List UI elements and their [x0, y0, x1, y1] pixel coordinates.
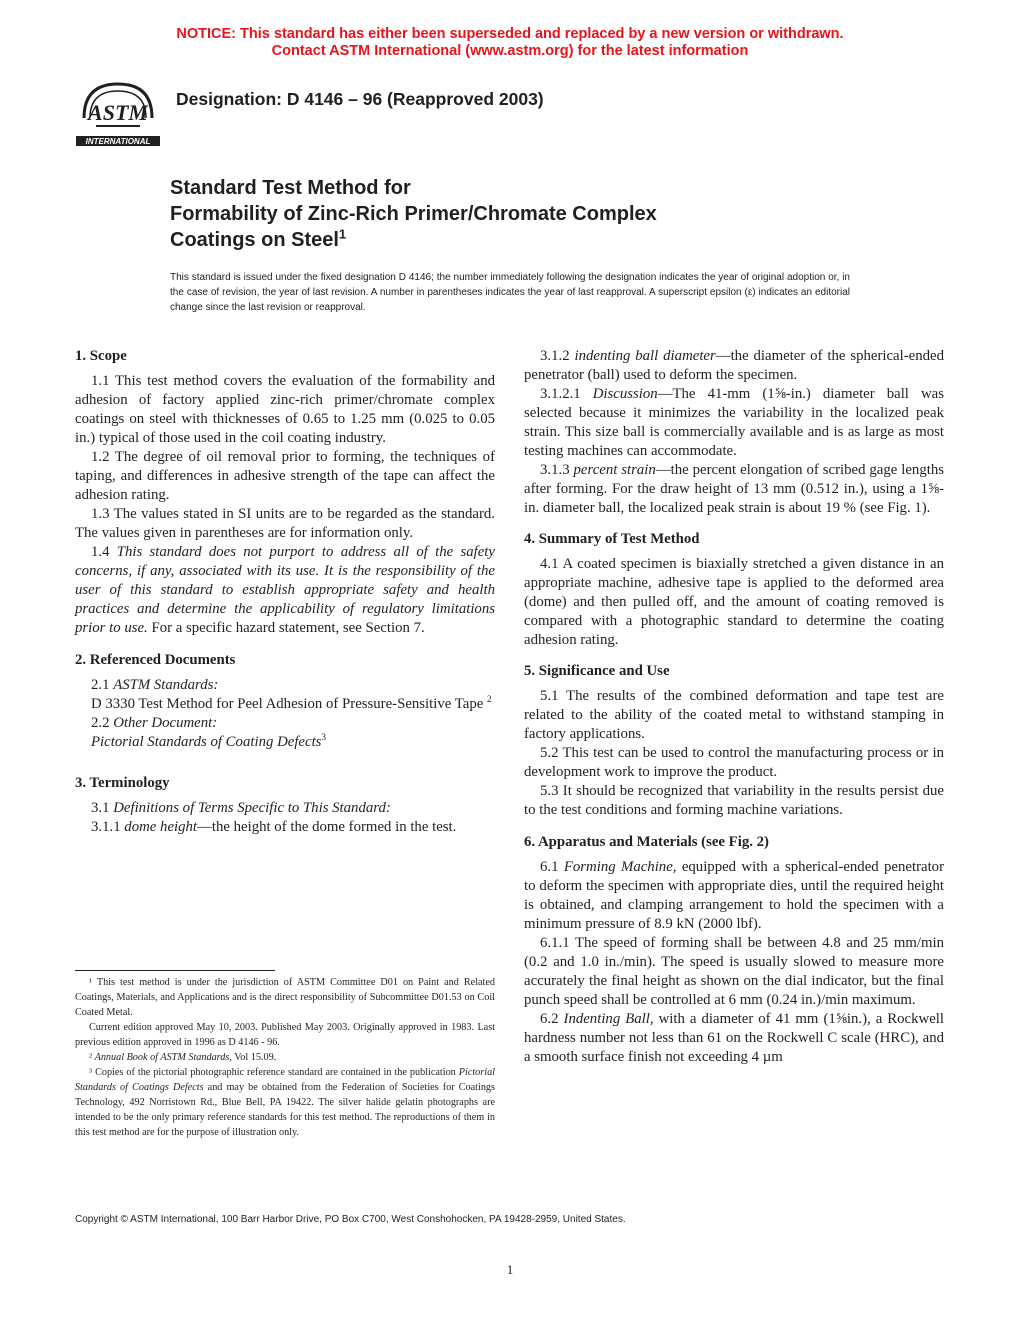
- section-6-1-term: Forming Machine: [563, 859, 673, 875]
- section-1-4-italic: This standard does not purport to address all of the safety concerns, if any, associated with its use. It is the responsibility of the user of this standard to establish appropriate safety and health practices and determine the applicability of regulatory limitations prior to use.: [75, 544, 495, 636]
- section-2-2-item: [75, 733, 495, 752]
- logo-subtext: INTERNATIONAL: [85, 137, 151, 146]
- section-5-1: 5.1 The results of the combined deformation and tape test are related to the ability of the coated metal to withstand stamping in factory applications.: [524, 688, 944, 742]
- section-3-1-2-term: indenting ball diameter: [574, 348, 716, 364]
- section-2-1: [75, 676, 495, 695]
- section-2-2-number: 2.2: [91, 715, 114, 731]
- section-6-2: [524, 1010, 944, 1067]
- footnote-3: [75, 1065, 495, 1140]
- reference-pictorial-standards-sup: 3: [321, 732, 326, 743]
- section-3-1-3-number: 3.1.3: [540, 462, 574, 478]
- footnote-2-italic: Annual Book of ASTM Standards: [94, 1052, 230, 1063]
- section-2-2: [75, 714, 495, 733]
- withdrawal-notice: [0, 26, 1020, 60]
- footnote-3-part-b: and may be obtained from the Federation of Societies for Coatings Technology, 492 Norristown Rd., Blue Bell, PA 19422. The silver halide gelatin photographs are intended to be the only primary reference standards for this test method. The reproductions of them in this test method are for the purpose of illustration only.: [75, 1082, 495, 1138]
- section-1-4: [75, 543, 495, 638]
- section-1-4-tail: For a specific hazard statement, see Section 7.: [147, 620, 425, 636]
- section-3-1-italic: Definitions of Terms Specific to This Standard:: [113, 800, 391, 816]
- astm-logo: [76, 78, 160, 150]
- section-1-2: 1.2 The degree of oil removal prior to forming, the techniques of taping, and differences in adhesive strength of the tape can affect the adhesion rating.: [75, 449, 495, 503]
- footnote-2-number: ²: [89, 1052, 95, 1063]
- section-3-1-2: [524, 347, 944, 385]
- footnote-3-italic: Pictorial Standards of Coatings Defects: [75, 1067, 495, 1093]
- notice-line-1: NOTICE: This standard has either been superseded and replaced by a new version or withdrawn.: [176, 26, 844, 42]
- title-line-2: Formability of Zinc-Rich Primer/Chromate Complex: [170, 203, 657, 225]
- section-6-1: [524, 858, 944, 934]
- section-2-heading: 2. Referenced Documents: [75, 652, 236, 668]
- footnote-rule: [75, 970, 275, 971]
- footnote-3-part-a: ³ Copies of the pictorial photographic reference standard are contained in the publication: [89, 1067, 459, 1078]
- section-3-1-2-number: 3.1.2: [540, 348, 575, 364]
- section-3-1-3-term: percent strain: [573, 462, 656, 478]
- section-6-1-number: 6.1: [540, 859, 564, 875]
- section-6-2-number: 6.2: [540, 1011, 564, 1027]
- copyright-line: Copyright © ASTM International, 100 Barr Harbor Drive, PO Box C700, West Conshohocken, PA 19428-2959, United States.: [75, 1214, 626, 1225]
- footnote-1: ¹ This test method is under the jurisdiction of ASTM Committee D01 on Paint and Related Coatings, Materials, and Applications and is the direct responsibility of Subcommittee D01.53 on Coil Coated Metal.: [75, 977, 495, 1018]
- section-3-1-1-number: 3.1.1: [91, 819, 125, 835]
- section-3-1-1-term: dome height: [124, 819, 198, 835]
- section-2-2-italic: Other Document:: [113, 715, 218, 731]
- section-6-2-text: , with a diameter of 41 mm (1⅝in.), a Rockwell hardness number not less than 61 on the Rockwell C scale (HRC), and a smooth surface finish not exceeding 4 µm: [524, 1011, 944, 1065]
- section-6-2-term: Indenting Ball: [563, 1011, 650, 1027]
- title-line-1: Standard Test Method for: [170, 177, 411, 199]
- section-1-4-number: 1.4: [91, 544, 117, 560]
- section-3-1-3: [524, 461, 944, 518]
- section-1-heading: 1. Scope: [75, 348, 127, 364]
- section-1-1: 1.1 This test method covers the evaluation of the formability and adhesion of factory applied zinc-rich primer/chromate complex coatings on steel with thicknesses of 0.65 to 1.25 mm (0.025 to 0.05 in.) typical of those used in the coil coating industry.: [75, 373, 495, 446]
- issued-note: This standard is issued under the fixed designation D 4146; the number immediately following the designation indicates the year of original adoption or, in the case of revision, the year of last revision. A number in parentheses indicates the year of last reapproval. A superscript epsilon (ε) indicates an editorial change since the last revision or reapproval.: [170, 272, 850, 313]
- notice-line-2: Contact ASTM International (www.astm.org) for the latest information: [271, 43, 749, 59]
- section-5-2: 5.2 This test can be used to control the manufacturing process or in development work to improve the product.: [524, 745, 944, 780]
- reference-pictorial-standards: Pictorial Standards of Coating Defects: [91, 734, 322, 750]
- section-3-1-2-1-text: —The 41-mm (1⅝-in.) diameter ball was selected because it minimizes the variability in the localized peak strain. This size ball is commercially available and is as large as most testing machines can accommodate.: [524, 386, 944, 459]
- left-column: [75, 347, 495, 837]
- logo-text: ASTM: [88, 100, 148, 125]
- section-3-1-2-1-number: 3.1.2.1: [540, 386, 593, 402]
- section-3-1-2-1-term: Discussion: [592, 386, 658, 402]
- section-2-1-number: 2.1: [91, 677, 114, 693]
- section-4-1: 4.1 A coated specimen is biaxially stretched a given distance in an appropriate machine, adhesive tape is applied to the deformed area (dome) and then pulled off, and the amount of coating removed is compared with a photographic standard to determine the coating adhesion rating.: [524, 556, 944, 648]
- section-3-1: [75, 799, 495, 818]
- section-2-1-item: [75, 695, 495, 714]
- title-footnote-ref: 1: [338, 226, 347, 242]
- section-2-1-italic: ASTM Standards:: [113, 677, 219, 693]
- section-6-1-1: 6.1.1 The speed of forming shall be between 4.8 and 25 mm/min (0.2 and 1.0 in./min). The speed is usually slowed to measure more accurately the final height as shown on the dial indicator, but the final punch speed shall be controlled at 6 mm (0.24 in.)/min maximum.: [524, 935, 944, 1008]
- footnote-2: [75, 1050, 495, 1065]
- section-3-1-1: [75, 818, 495, 837]
- footnotes: [75, 975, 495, 1140]
- section-3-heading: 3. Terminology: [75, 775, 170, 791]
- section-3-1-3-text: —the percent elongation of scribed gage lengths after forming. For the draw height of 13 mm (0.512 in.), using a 1⅝-in. diameter ball, the localized peak strain is about 19 % (see Fig. 1).: [524, 462, 944, 516]
- title-line-3: Coatings on Steel: [170, 229, 339, 251]
- section-3-1-2-1: [524, 385, 944, 461]
- document-title: [170, 175, 657, 253]
- section-6-1-text: , equipped with a spherical-ended penetrator to deform the specimen with appropriate dies, until the required height is obtained, and clamping arrangement to hold the specimen with a minimum pressure of 8.9 kN (2000 lbf).: [524, 859, 944, 932]
- footnote-1b: Current edition approved May 10, 2003. Published May 2003. Originally approved in 1983. Last previous edition approved in 1996 as D 4146 - 96.: [75, 1022, 495, 1048]
- section-4-heading: 4. Summary of Test Method: [524, 531, 700, 547]
- footnote-2-text: , Vol 15.09.: [229, 1052, 277, 1063]
- section-5-heading: 5. Significance and Use: [524, 663, 670, 679]
- section-6-heading: 6. Apparatus and Materials (see Fig. 2): [524, 834, 769, 850]
- reference-d3330-sup: 2: [487, 694, 492, 705]
- right-column: [524, 347, 944, 1067]
- reference-d3330: D 3330 Test Method for Peel Adhesion of Pressure-Sensitive Tape: [91, 696, 484, 712]
- section-3-1-1-text: —the height of the dome formed in the test.: [197, 819, 457, 835]
- section-1-3: 1.3 The values stated in SI units are to be regarded as the standard. The values given in parentheses are for information only.: [75, 506, 495, 541]
- page-number: 1: [506, 1262, 514, 1277]
- section-3-1-number: 3.1: [91, 800, 114, 816]
- section-3-1-2-text: —the diameter of the spherical-ended penetrator (ball) used to deform the specimen.: [524, 348, 944, 383]
- section-5-3: 5.3 It should be recognized that variability in the results persist due to the test conditions and forming machine variations.: [524, 783, 944, 818]
- designation: Designation: D 4146 – 96 (Reapproved 2003): [176, 89, 544, 109]
